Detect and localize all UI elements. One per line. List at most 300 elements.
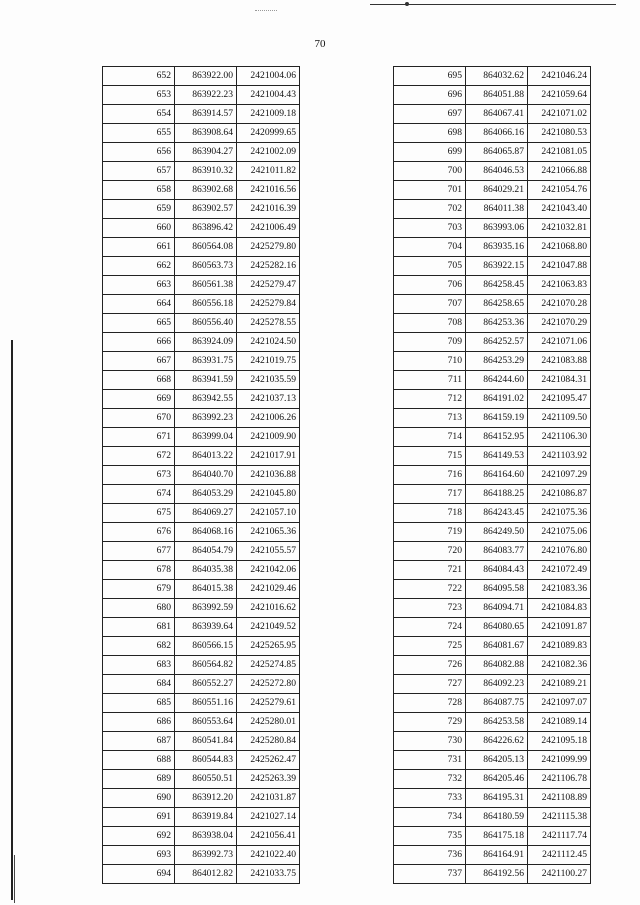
x-coordinate: 864243.45 — [466, 504, 528, 523]
x-coordinate: 864087.75 — [466, 694, 528, 713]
y-coordinate: 2421002.09 — [237, 143, 300, 162]
point-number: 716 — [394, 466, 466, 485]
point-number: 731 — [394, 751, 466, 770]
table-row — [103, 770, 300, 789]
y-coordinate: 2421055.57 — [237, 542, 300, 561]
x-coordinate: 864205.46 — [466, 770, 528, 789]
table-row — [394, 276, 591, 295]
table-row — [394, 466, 591, 485]
table-row — [103, 789, 300, 808]
point-number: 688 — [103, 751, 175, 770]
y-coordinate: 2425279.84 — [237, 295, 300, 314]
y-coordinate: 2421091.87 — [528, 618, 591, 637]
y-coordinate: 2421036.88 — [237, 466, 300, 485]
point-number: 656 — [103, 143, 175, 162]
x-coordinate: 864192.56 — [466, 865, 528, 884]
table-row — [103, 219, 300, 238]
point-number: 735 — [394, 827, 466, 846]
x-coordinate: 863896.42 — [175, 219, 237, 238]
table-row — [103, 504, 300, 523]
table-row — [103, 333, 300, 352]
y-coordinate: 2421035.59 — [237, 371, 300, 390]
x-coordinate: 863941.59 — [175, 371, 237, 390]
table-row — [394, 200, 591, 219]
y-coordinate: 2425279.80 — [237, 238, 300, 257]
point-number: 703 — [394, 219, 466, 238]
point-number: 714 — [394, 428, 466, 447]
point-number: 693 — [103, 846, 175, 865]
point-number: 695 — [394, 67, 466, 86]
x-coordinate: 864054.79 — [175, 542, 237, 561]
y-coordinate: 2421117.74 — [528, 827, 591, 846]
point-number: 737 — [394, 865, 466, 884]
point-number: 673 — [103, 466, 175, 485]
scan-scribble — [255, 10, 277, 17]
point-number: 672 — [103, 447, 175, 466]
point-number: 694 — [103, 865, 175, 884]
point-number: 719 — [394, 523, 466, 542]
y-coordinate: 2425272.80 — [237, 675, 300, 694]
x-coordinate: 860552.27 — [175, 675, 237, 694]
point-number: 654 — [103, 105, 175, 124]
x-coordinate: 863922.00 — [175, 67, 237, 86]
table-row — [394, 485, 591, 504]
x-coordinate: 864069.27 — [175, 504, 237, 523]
point-number: 722 — [394, 580, 466, 599]
point-number: 710 — [394, 352, 466, 371]
table-row — [103, 808, 300, 827]
x-coordinate: 864011.38 — [466, 200, 528, 219]
table-row — [103, 390, 300, 409]
y-coordinate: 2421089.14 — [528, 713, 591, 732]
x-coordinate: 864258.65 — [466, 295, 528, 314]
y-coordinate: 2421022.40 — [237, 846, 300, 865]
y-coordinate: 2421063.83 — [528, 276, 591, 295]
table-row — [394, 219, 591, 238]
point-number: 659 — [103, 200, 175, 219]
point-number: 697 — [394, 105, 466, 124]
table-row — [103, 542, 300, 561]
table-row — [394, 656, 591, 675]
scan-edge-left — [11, 340, 13, 900]
table-row — [103, 656, 300, 675]
y-coordinate: 2421103.92 — [528, 447, 591, 466]
scan-dot — [405, 2, 409, 6]
x-coordinate: 864226.62 — [466, 732, 528, 751]
point-number: 706 — [394, 276, 466, 295]
x-coordinate: 864066.16 — [466, 124, 528, 143]
table-row — [394, 542, 591, 561]
y-coordinate: 2421106.30 — [528, 428, 591, 447]
point-number: 662 — [103, 257, 175, 276]
x-coordinate: 864040.70 — [175, 466, 237, 485]
table-row — [394, 162, 591, 181]
y-coordinate: 2421004.06 — [237, 67, 300, 86]
table-row — [394, 675, 591, 694]
point-number: 726 — [394, 656, 466, 675]
table-row — [394, 390, 591, 409]
page-number: 70 — [314, 38, 326, 50]
x-coordinate: 864065.87 — [466, 143, 528, 162]
y-coordinate: 2421019.75 — [237, 352, 300, 371]
x-coordinate: 864067.41 — [466, 105, 528, 124]
x-coordinate: 864249.50 — [466, 523, 528, 542]
point-number: 669 — [103, 390, 175, 409]
point-number: 720 — [394, 542, 466, 561]
x-coordinate: 864068.16 — [175, 523, 237, 542]
x-coordinate: 863902.68 — [175, 181, 237, 200]
x-coordinate: 863902.57 — [175, 200, 237, 219]
x-coordinate: 863938.04 — [175, 827, 237, 846]
point-number: 681 — [103, 618, 175, 637]
table-row — [394, 789, 591, 808]
coordinates-table-right — [393, 66, 591, 884]
table-row — [394, 713, 591, 732]
table-row — [103, 694, 300, 713]
x-coordinate: 864083.77 — [466, 542, 528, 561]
point-number: 728 — [394, 694, 466, 713]
x-coordinate: 863992.73 — [175, 846, 237, 865]
table-row — [394, 181, 591, 200]
table-row — [394, 637, 591, 656]
table-row — [394, 409, 591, 428]
table-row — [394, 333, 591, 352]
point-number: 732 — [394, 770, 466, 789]
x-coordinate: 864084.43 — [466, 561, 528, 580]
point-number: 653 — [103, 86, 175, 105]
point-number: 652 — [103, 67, 175, 86]
x-coordinate: 860551.16 — [175, 694, 237, 713]
y-coordinate: 2421097.29 — [528, 466, 591, 485]
point-number: 721 — [394, 561, 466, 580]
y-coordinate: 2421075.06 — [528, 523, 591, 542]
point-number: 709 — [394, 333, 466, 352]
y-coordinate: 2421047.88 — [528, 257, 591, 276]
y-coordinate: 2421059.64 — [528, 86, 591, 105]
point-number: 696 — [394, 86, 466, 105]
table-row — [394, 599, 591, 618]
y-coordinate: 2425274.85 — [237, 656, 300, 675]
x-coordinate: 864253.58 — [466, 713, 528, 732]
table-row — [103, 599, 300, 618]
point-number: 665 — [103, 314, 175, 333]
point-number: 733 — [394, 789, 466, 808]
scan-edge-left-lower — [14, 855, 15, 903]
point-number: 680 — [103, 599, 175, 618]
x-coordinate: 863912.20 — [175, 789, 237, 808]
table-row — [103, 675, 300, 694]
table-row — [394, 827, 591, 846]
y-coordinate: 2421068.80 — [528, 238, 591, 257]
point-number: 664 — [103, 295, 175, 314]
y-coordinate: 2425262.47 — [237, 751, 300, 770]
point-number: 727 — [394, 675, 466, 694]
point-number: 660 — [103, 219, 175, 238]
x-coordinate: 864032.62 — [466, 67, 528, 86]
x-coordinate: 864053.29 — [175, 485, 237, 504]
y-coordinate: 2421006.26 — [237, 409, 300, 428]
table-row — [103, 732, 300, 751]
table-row — [103, 827, 300, 846]
table-row — [103, 466, 300, 485]
point-number: 704 — [394, 238, 466, 257]
table-row — [103, 751, 300, 770]
point-number: 723 — [394, 599, 466, 618]
table-row — [103, 257, 300, 276]
table-row — [394, 143, 591, 162]
point-number: 700 — [394, 162, 466, 181]
y-coordinate: 2421009.90 — [237, 428, 300, 447]
y-coordinate: 2421109.50 — [528, 409, 591, 428]
table-row — [394, 371, 591, 390]
table-row — [103, 143, 300, 162]
y-coordinate: 2421084.83 — [528, 599, 591, 618]
x-coordinate: 864015.38 — [175, 580, 237, 599]
point-number: 701 — [394, 181, 466, 200]
x-coordinate: 864082.88 — [466, 656, 528, 675]
y-coordinate: 2421084.31 — [528, 371, 591, 390]
table-row — [394, 67, 591, 86]
table-row — [394, 580, 591, 599]
y-coordinate: 2421046.24 — [528, 67, 591, 86]
point-number: 682 — [103, 637, 175, 656]
x-coordinate: 863993.06 — [466, 219, 528, 238]
y-coordinate: 2421086.87 — [528, 485, 591, 504]
table-row — [394, 618, 591, 637]
table-row — [394, 428, 591, 447]
y-coordinate: 2421070.28 — [528, 295, 591, 314]
table-row — [103, 314, 300, 333]
x-coordinate: 864205.13 — [466, 751, 528, 770]
y-coordinate: 2420999.65 — [237, 124, 300, 143]
y-coordinate: 2421072.49 — [528, 561, 591, 580]
x-coordinate: 864080.65 — [466, 618, 528, 637]
point-number: 729 — [394, 713, 466, 732]
point-number: 718 — [394, 504, 466, 523]
table-row — [103, 618, 300, 637]
y-coordinate: 2421071.06 — [528, 333, 591, 352]
x-coordinate: 864164.60 — [466, 466, 528, 485]
table-row — [394, 770, 591, 789]
y-coordinate: 2425282.16 — [237, 257, 300, 276]
x-coordinate: 864252.57 — [466, 333, 528, 352]
point-number: 734 — [394, 808, 466, 827]
y-coordinate: 2421082.36 — [528, 656, 591, 675]
table-row — [394, 504, 591, 523]
x-coordinate: 864244.60 — [466, 371, 528, 390]
point-number: 671 — [103, 428, 175, 447]
point-number: 674 — [103, 485, 175, 504]
point-number: 677 — [103, 542, 175, 561]
table-row — [103, 200, 300, 219]
y-coordinate: 2421057.10 — [237, 504, 300, 523]
y-coordinate: 2421006.49 — [237, 219, 300, 238]
x-coordinate: 864180.59 — [466, 808, 528, 827]
x-coordinate: 863922.23 — [175, 86, 237, 105]
y-coordinate: 2421081.05 — [528, 143, 591, 162]
point-number: 663 — [103, 276, 175, 295]
x-coordinate: 863910.32 — [175, 162, 237, 181]
x-coordinate: 860563.73 — [175, 257, 237, 276]
x-coordinate: 860561.38 — [175, 276, 237, 295]
point-number: 655 — [103, 124, 175, 143]
point-number: 687 — [103, 732, 175, 751]
y-coordinate: 2421076.80 — [528, 542, 591, 561]
y-coordinate: 2421065.36 — [237, 523, 300, 542]
x-coordinate: 863908.64 — [175, 124, 237, 143]
x-coordinate: 863914.57 — [175, 105, 237, 124]
y-coordinate: 2421100.27 — [528, 865, 591, 884]
table-row — [103, 523, 300, 542]
x-coordinate: 864253.36 — [466, 314, 528, 333]
y-coordinate: 2421095.47 — [528, 390, 591, 409]
point-number: 661 — [103, 238, 175, 257]
y-coordinate: 2425280.01 — [237, 713, 300, 732]
point-number: 689 — [103, 770, 175, 789]
point-number: 712 — [394, 390, 466, 409]
x-coordinate: 860556.18 — [175, 295, 237, 314]
table-row — [103, 295, 300, 314]
y-coordinate: 2421095.18 — [528, 732, 591, 751]
point-number: 670 — [103, 409, 175, 428]
table-row — [394, 257, 591, 276]
point-number: 683 — [103, 656, 175, 675]
table-row — [103, 561, 300, 580]
table-row — [394, 846, 591, 865]
y-coordinate: 2421115.38 — [528, 808, 591, 827]
x-coordinate: 863919.84 — [175, 808, 237, 827]
table-row — [103, 105, 300, 124]
y-coordinate: 2421031.87 — [237, 789, 300, 808]
x-coordinate: 863939.64 — [175, 618, 237, 637]
y-coordinate: 2421108.89 — [528, 789, 591, 808]
table-row — [103, 447, 300, 466]
y-coordinate: 2425278.55 — [237, 314, 300, 333]
point-number: 708 — [394, 314, 466, 333]
x-coordinate: 860553.64 — [175, 713, 237, 732]
y-coordinate: 2421097.07 — [528, 694, 591, 713]
table-row — [394, 808, 591, 827]
coordinates-table-left — [102, 66, 300, 884]
table-row — [394, 295, 591, 314]
point-number: 705 — [394, 257, 466, 276]
x-coordinate: 864081.67 — [466, 637, 528, 656]
y-coordinate: 2421106.78 — [528, 770, 591, 789]
table-row — [103, 409, 300, 428]
point-number: 724 — [394, 618, 466, 637]
y-coordinate: 2421049.52 — [237, 618, 300, 637]
table-row — [103, 162, 300, 181]
x-coordinate: 864051.88 — [466, 86, 528, 105]
point-number: 686 — [103, 713, 175, 732]
y-coordinate: 2421017.91 — [237, 447, 300, 466]
x-coordinate: 860544.83 — [175, 751, 237, 770]
y-coordinate: 2421043.40 — [528, 200, 591, 219]
table-row — [103, 580, 300, 599]
table-row — [103, 276, 300, 295]
y-coordinate: 2421054.76 — [528, 181, 591, 200]
point-number: 698 — [394, 124, 466, 143]
y-coordinate: 2425279.61 — [237, 694, 300, 713]
point-number: 675 — [103, 504, 175, 523]
x-coordinate: 864195.31 — [466, 789, 528, 808]
table-row — [394, 314, 591, 333]
x-coordinate: 863999.04 — [175, 428, 237, 447]
y-coordinate: 2421099.99 — [528, 751, 591, 770]
y-coordinate: 2421042.06 — [237, 561, 300, 580]
point-number: 699 — [394, 143, 466, 162]
table-row — [103, 371, 300, 390]
x-coordinate: 864046.53 — [466, 162, 528, 181]
point-number: 667 — [103, 352, 175, 371]
x-coordinate: 863922.15 — [466, 257, 528, 276]
point-number: 679 — [103, 580, 175, 599]
x-coordinate: 864159.19 — [466, 409, 528, 428]
table-row — [103, 238, 300, 257]
table-row — [103, 713, 300, 732]
x-coordinate: 863924.09 — [175, 333, 237, 352]
table-row — [103, 846, 300, 865]
y-coordinate: 2421029.46 — [237, 580, 300, 599]
table-row — [394, 352, 591, 371]
table-row — [103, 67, 300, 86]
y-coordinate: 2421083.88 — [528, 352, 591, 371]
table-row — [103, 352, 300, 371]
point-number: 702 — [394, 200, 466, 219]
x-coordinate: 864253.29 — [466, 352, 528, 371]
y-coordinate: 2421009.18 — [237, 105, 300, 124]
y-coordinate: 2421004.43 — [237, 86, 300, 105]
point-number: 684 — [103, 675, 175, 694]
x-coordinate: 860556.40 — [175, 314, 237, 333]
point-number: 711 — [394, 371, 466, 390]
table-row — [103, 86, 300, 105]
x-coordinate: 864095.58 — [466, 580, 528, 599]
y-coordinate: 2421033.75 — [237, 865, 300, 884]
x-coordinate: 864092.23 — [466, 675, 528, 694]
point-number: 668 — [103, 371, 175, 390]
point-number: 715 — [394, 447, 466, 466]
y-coordinate: 2421045.80 — [237, 485, 300, 504]
y-coordinate: 2421016.56 — [237, 181, 300, 200]
x-coordinate: 860564.08 — [175, 238, 237, 257]
y-coordinate: 2425279.47 — [237, 276, 300, 295]
point-number: 666 — [103, 333, 175, 352]
y-coordinate: 2425265.95 — [237, 637, 300, 656]
y-coordinate: 2421056.41 — [237, 827, 300, 846]
table-row — [103, 181, 300, 200]
y-coordinate: 2421024.50 — [237, 333, 300, 352]
point-number: 713 — [394, 409, 466, 428]
table-row — [394, 523, 591, 542]
point-number: 717 — [394, 485, 466, 504]
table-row — [394, 447, 591, 466]
x-coordinate: 864149.53 — [466, 447, 528, 466]
point-number: 678 — [103, 561, 175, 580]
x-coordinate: 864012.82 — [175, 865, 237, 884]
x-coordinate: 864035.38 — [175, 561, 237, 580]
table-row — [394, 751, 591, 770]
y-coordinate: 2421011.82 — [237, 162, 300, 181]
x-coordinate: 864013.22 — [175, 447, 237, 466]
point-number: 725 — [394, 637, 466, 656]
table-row — [394, 238, 591, 257]
x-coordinate: 863942.55 — [175, 390, 237, 409]
x-coordinate: 860564.82 — [175, 656, 237, 675]
table-row — [394, 105, 591, 124]
table-row — [103, 124, 300, 143]
point-number: 658 — [103, 181, 175, 200]
